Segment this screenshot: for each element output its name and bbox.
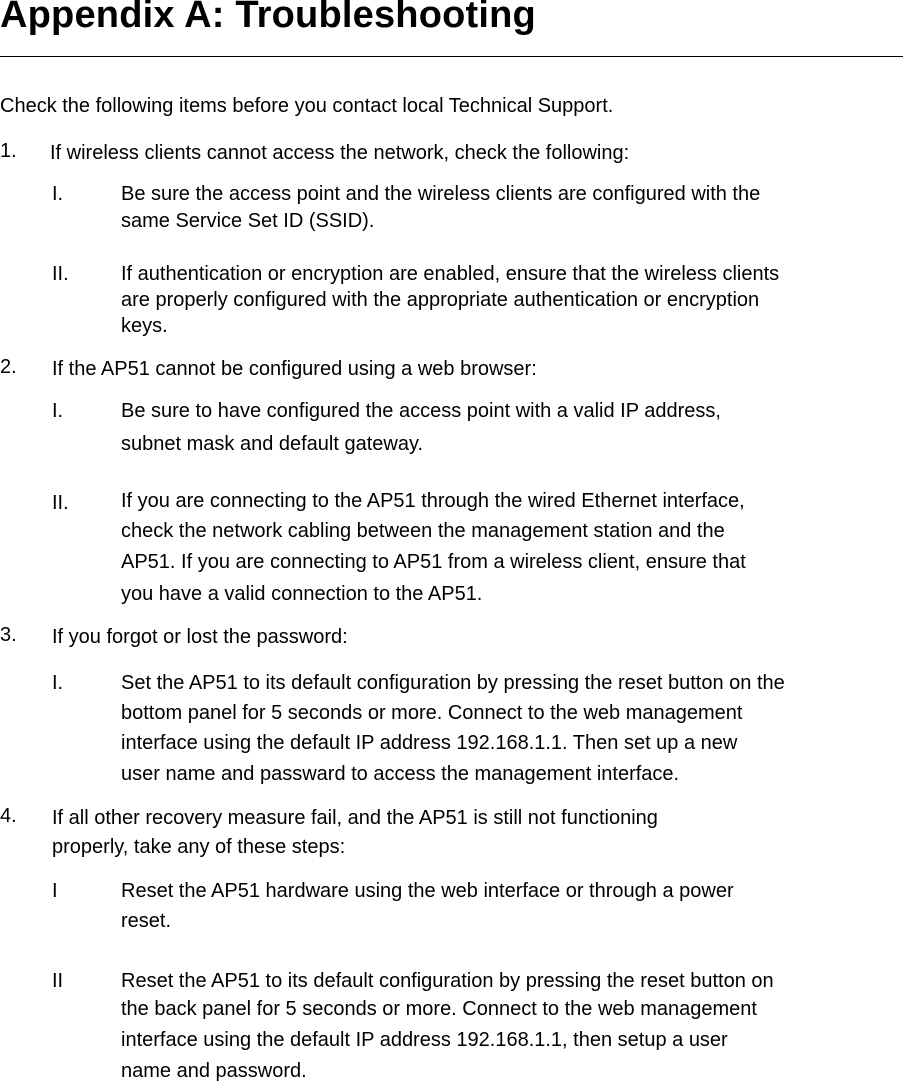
page-title: Appendix A: Troubleshooting [0,0,536,36]
section-4-title-line-1: If all other recovery measure fail, and the AP51 is still not functioning [52,807,658,829]
section-2-item-1-marker: I. [52,400,64,422]
section-3-item-1-line-4: user name and passward to access the management interface. [121,763,680,785]
section-4-item-1-marker: I [52,880,58,902]
section-3-item-1-line-1: Set the AP51 to its default configuration by pressing the reset button on the [121,672,785,694]
section-1-item-2-line-1: If authentication or encryption are enabled, ensure that the wireless clients [121,263,780,285]
section-2-item-1-line-1: Be sure to have configured the access point with a valid IP address, [121,400,721,422]
section-2-item-2-line-2: check the network cabling between the management station and the [121,520,725,542]
section-4-item-2-line-3: interface using the default IP address 192.168.1.1, then setup a user [121,1029,728,1051]
intro-text: Check the following items before you contact local Technical Support. [0,95,614,117]
section-1-item-2-marker: II. [52,263,69,285]
section-2-item-2-marker: II. [52,492,69,514]
section-4-item-2-line-2: the back panel for 5 seconds or more. Connect to the web management [121,998,757,1020]
section-1-item-1-line-1: Be sure the access point and the wireless clients are configured with the [121,183,761,205]
section-4-item-1-line-2: reset. [121,910,172,932]
section-3-item-1-line-3: interface using the default IP address 192.168.1.1. Then set up a new [121,732,738,754]
section-4-item-2-marker: II [52,970,64,992]
section-2-item-2-line-4: you have a valid connection to the AP51. [121,583,483,605]
section-2-item-2-line-1: If you are connecting to the AP51 through the wired Ethernet interface, [121,490,745,512]
section-1-item-2-line-3: keys. [121,315,168,337]
section-4-item-1-line-1: Reset the AP51 hardware using the web interface or through a power [121,880,734,902]
section-2-item-2-line-3: AP51. If you are connecting to AP51 from a wireless client, ensure that [121,551,746,573]
section-1-item-1-marker: I. [52,183,64,205]
section-2-title: If the AP51 cannot be configured using a web browser: [52,358,537,380]
section-4-title-line-2: properly, take any of these steps: [52,836,346,858]
section-1-title: If wireless clients cannot access the network, check the following: [50,142,630,164]
section-2-number: 2. [0,356,17,378]
section-1-item-2-line-2: are properly configured with the appropriate authentication or encryption [121,289,760,311]
section-1-item-1-line-2: same Service Set ID (SSID). [121,210,375,232]
section-4-item-2-line-4: name and password. [121,1060,307,1082]
title-divider [0,56,903,57]
section-3-item-1-marker: I. [52,672,64,694]
section-2-item-1-line-2: subnet mask and default gateway. [121,433,424,455]
section-1-number: 1. [0,140,17,162]
section-4-item-2-line-1: Reset the AP51 to its default configuration by pressing the reset button on [121,970,774,992]
section-4-number: 4. [0,805,17,827]
section-3-number: 3. [0,624,17,646]
section-3-title: If you forgot or lost the password: [52,626,348,648]
section-3-item-1-line-2: bottom panel for 5 seconds or more. Connect to the web management [121,702,743,724]
